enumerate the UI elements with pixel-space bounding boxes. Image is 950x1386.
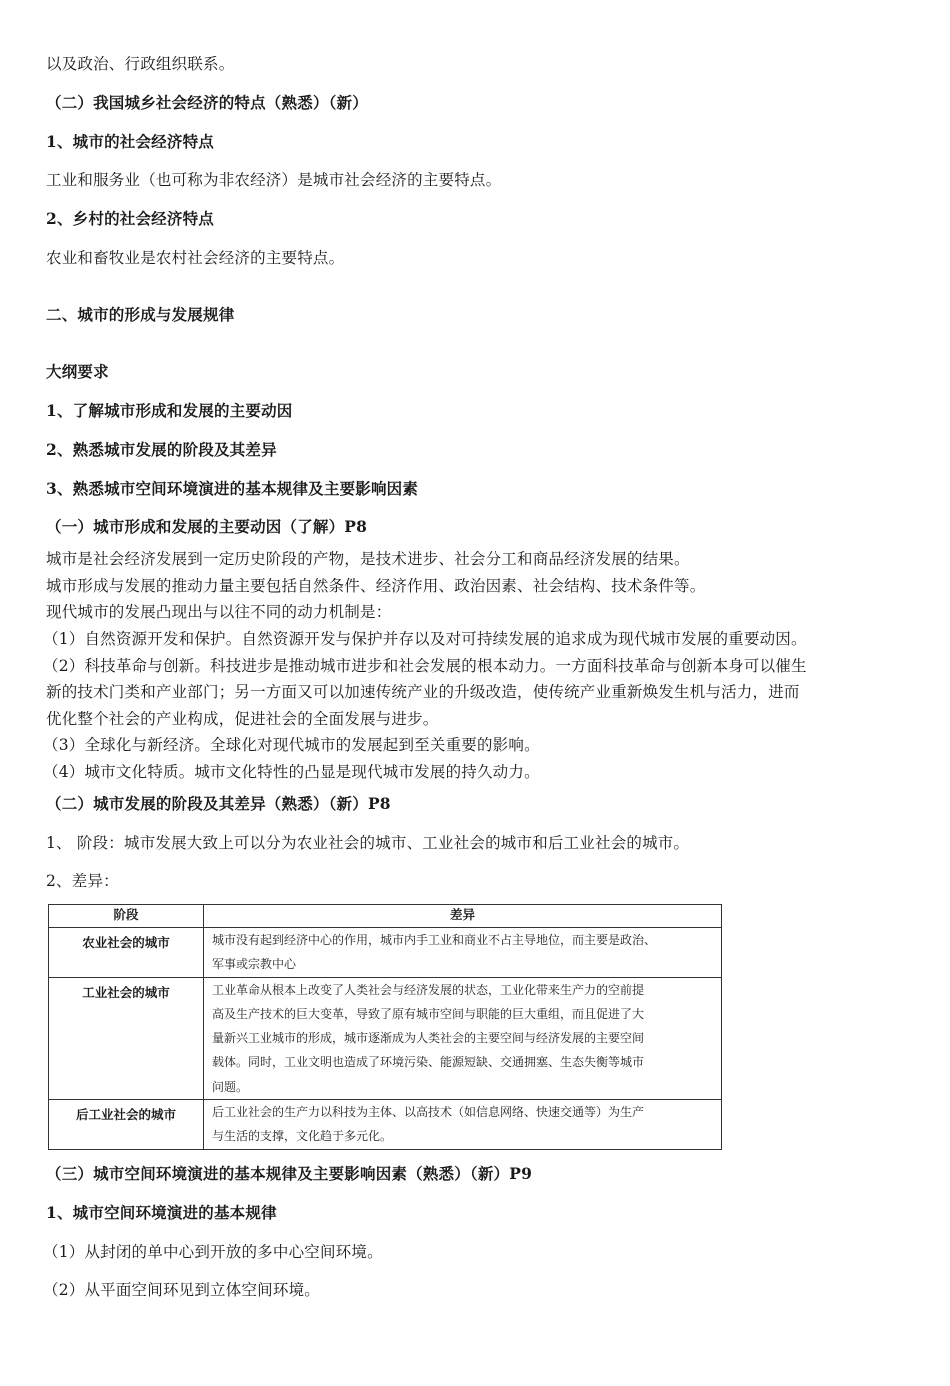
- difference-cell: [204, 977, 722, 1099]
- paragraph: 2、差异：: [46, 872, 119, 890]
- chapter-heading: 二、城市的形成与发展规律: [46, 305, 235, 324]
- paragraph: 工业和服务业（也可称为非农经济）是城市社会经济的主要特点。: [46, 171, 502, 189]
- table-header-row: [49, 905, 722, 928]
- subsection-heading: 1、城市空间环境演进的基本规律: [46, 1203, 277, 1222]
- list-item: （1）从封闭的单中心到开放的多中心空间环境。: [43, 1243, 383, 1261]
- section-heading: （一）城市形成和发展的主要动因（了解）P8: [46, 517, 368, 536]
- cell-line: 问题。: [212, 1079, 249, 1094]
- paragraph: 现代城市的发展凸现出与以往不同的动力机制是：: [46, 603, 392, 621]
- cell-line: 与生活的支撑，文化趋于多元化。: [212, 1129, 393, 1144]
- subsection-heading: 2、乡村的社会经济特点: [46, 209, 214, 228]
- paragraph: 1、 阶段：城市发展大致上可以分为农业社会的城市、工业社会的城市和后工业社会的城市。: [46, 834, 690, 852]
- cell-line: 量新兴工业城市的形成，城市逐渐成为人类社会的主要空间与经济发展的主要空间: [212, 1031, 645, 1046]
- stage-difference-table: [48, 904, 722, 1150]
- section-heading: （三）城市空间环境演进的基本规律及主要影响因素（熟悉）（新）P9: [46, 1164, 533, 1183]
- paragraph: 以及政治、行政组织联系。: [46, 55, 235, 73]
- table-row: [49, 1100, 722, 1150]
- cell-line: 载体。同时，工业文明也造成了环境污染、能源短缺、交通拥塞、生态失衡等城市: [212, 1055, 645, 1070]
- paragraph: 城市是社会经济发展到一定历史阶段的产物，是技术进步、社会分工和商品经济发展的结果。: [46, 550, 690, 568]
- subsection-heading: 1、城市的社会经济特点: [46, 132, 214, 151]
- stage-cell: 工业社会的城市: [49, 977, 204, 1099]
- table-header: 差异: [204, 905, 722, 928]
- list-item: （4）城市文化特质。城市文化特性的凸显是现代城市发展的持久动力。: [43, 763, 540, 781]
- syllabus-heading: 大纲要求: [46, 362, 109, 381]
- paragraph: 农业和畜牧业是农村社会经济的主要特点。: [46, 249, 345, 267]
- difference-cell: [204, 928, 722, 978]
- table-row: [49, 928, 722, 978]
- list-item-continuation: 优化整个社会的产业构成，促进社会的全面发展与进步。: [46, 710, 439, 728]
- paragraph: 城市形成与发展的推动力量主要包括自然条件、经济作用、政治因素、社会结构、技术条件等。: [46, 577, 706, 595]
- cell-line: 军事或宗教中心: [212, 957, 297, 972]
- cell-line: 工业革命从根本上改变了人类社会与经济发展的状态，工业化带来生产力的空前提: [212, 982, 645, 997]
- list-item: （2）科技革命与创新。科技进步是推动城市进步和社会发展的根本动力。一方面科技革命与创新本身可以催生: [43, 657, 807, 675]
- syllabus-item: 2、熟悉城市发展的阶段及其差异: [46, 440, 277, 459]
- cell-line: 高及生产技术的巨大变革，导致了原有城市空间与职能的巨大重组，而且促进了大: [212, 1006, 645, 1021]
- table-header: 阶段: [49, 905, 204, 928]
- syllabus-item: 3、熟悉城市空间环境演进的基本规律及主要影响因素: [46, 479, 419, 498]
- cell-line: 后工业社会的生产力以科技为主体、以高技术（如信息网络、快速交通等）为生产: [212, 1105, 645, 1120]
- list-item-continuation: 新的技术门类和产业部门；另一方面又可以加速传统产业的升级改造，使传统产业重新焕发生机与活力，进而: [46, 683, 800, 701]
- difference-cell: [204, 1100, 722, 1150]
- list-item: （2）从平面空间环见到立体空间环境。: [43, 1281, 320, 1299]
- section-heading: （二）城市发展的阶段及其差异（熟悉）（新）P8: [46, 794, 391, 813]
- list-item: （3）全球化与新经济。全球化对现代城市的发展起到至关重要的影响。: [43, 736, 540, 754]
- stage-cell: 后工业社会的城市: [49, 1100, 204, 1150]
- table-row: [49, 977, 722, 1099]
- cell-line: 城市没有起到经济中心的作用，城市内手工业和商业不占主导地位，而主要是政治、: [212, 933, 657, 947]
- list-item: （1）自然资源开发和保护。自然资源开发与保护并存以及对可持续发展的追求成为现代城市发展的重要动因。: [43, 630, 807, 648]
- stage-cell: 农业社会的城市: [49, 928, 204, 978]
- syllabus-item: 1、了解城市形成和发展的主要动因: [46, 401, 293, 420]
- section-heading: （二）我国城乡社会经济的特点（熟悉）（新）: [46, 93, 368, 112]
